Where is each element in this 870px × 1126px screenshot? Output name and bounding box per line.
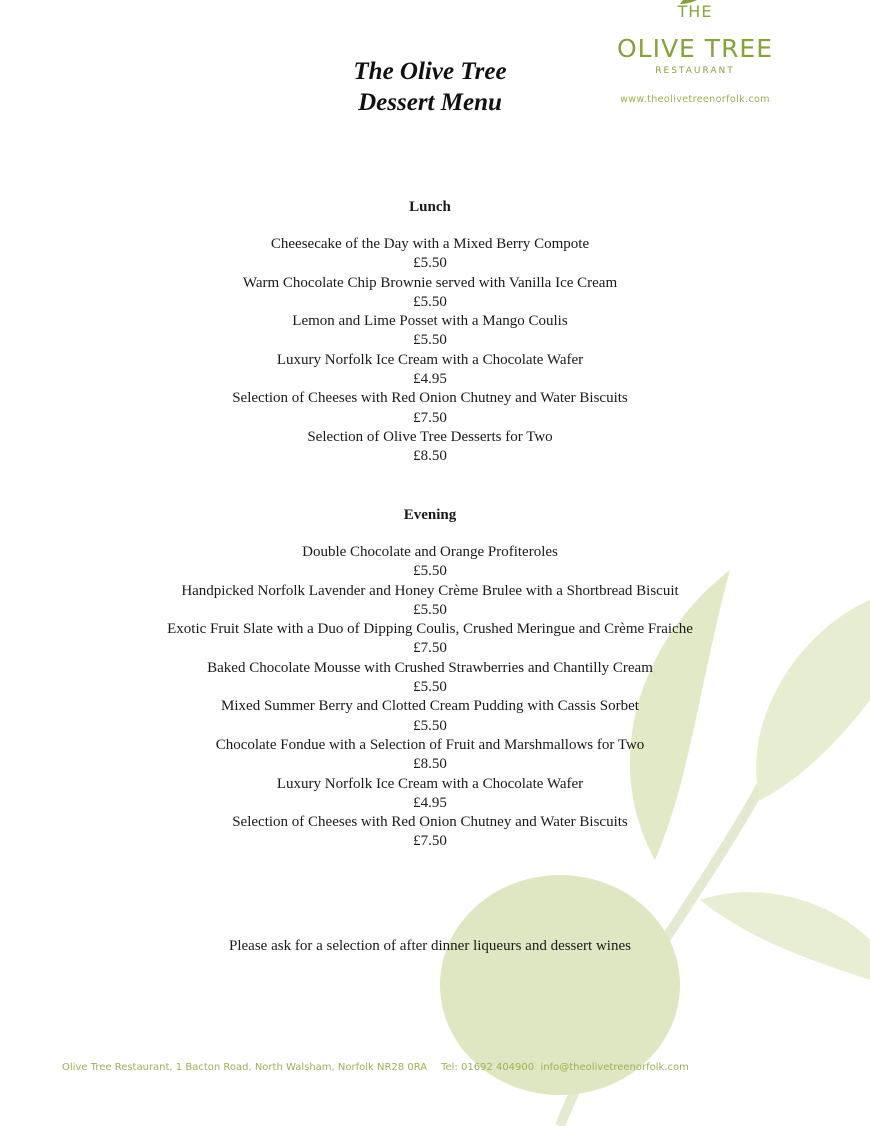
item-price: £5.50 — [413, 679, 447, 696]
item-price: £8.50 — [413, 756, 447, 773]
lunch-section — [0, 197, 860, 467]
menu-item — [0, 620, 860, 659]
footer-email: info@theolivetreenorfolk.com — [540, 1062, 689, 1073]
item-price: £4.95 — [413, 794, 447, 811]
menu-item — [0, 351, 860, 390]
item-price: £7.50 — [413, 833, 447, 850]
menu-item — [0, 582, 860, 621]
item-price: £7.50 — [413, 640, 447, 657]
footer-address: Olive Tree Restaurant, 1 Bacton Road, North Walsham, Norfolk NR28 0RA — [62, 1062, 428, 1073]
menu-item — [0, 775, 860, 814]
item-name: Luxury Norfolk Ice Cream with a Chocolate Wafer — [276, 351, 584, 368]
item-price: £5.50 — [413, 255, 447, 272]
evening-section — [0, 505, 860, 852]
logo-subtitle: RESTAURANT — [655, 66, 735, 76]
title-line-1: The Olive Tree — [353, 58, 507, 85]
item-name: Double Chocolate and Orange Profiteroles — [302, 544, 558, 560]
evening-heading: Evening — [403, 507, 457, 523]
item-price: £5.50 — [413, 717, 447, 734]
footer-contact — [62, 1062, 822, 1073]
item-price: £5.50 — [413, 601, 447, 618]
menu-item — [0, 428, 860, 467]
lunch-heading: Lunch — [409, 199, 451, 215]
menu-item — [0, 813, 860, 852]
logo-website: www.theolivetreenorfolk.com — [620, 94, 770, 105]
item-name: Handpicked Norfolk Lavender and Honey Crème Brulee with a Shortbread Biscuit — [181, 582, 679, 599]
title-line-2: Dessert Menu — [358, 89, 502, 116]
menu-item — [0, 235, 860, 274]
menu-item — [0, 736, 860, 775]
item-name: Selection of Cheeses with Red Onion Chutney and Water Biscuits — [232, 814, 628, 831]
item-name: Warm Chocolate Chip Brownie served with Vanilla Ice Cream — [242, 274, 618, 291]
logo-the: THE — [677, 2, 713, 21]
menu-title — [290, 56, 570, 118]
item-name: Luxury Norfolk Ice Cream with a Chocolate Wafer — [276, 775, 584, 792]
item-price: £5.50 — [413, 332, 447, 349]
item-price: £8.50 — [413, 448, 447, 465]
item-price: £5.50 — [413, 293, 447, 310]
item-name: Exotic Fruit Slate with a Duo of Dipping Coulis, Crushed Meringue and Crème Fraiche — [167, 621, 693, 638]
item-name: Cheesecake of the Day with a Mixed Berry Compote — [270, 236, 590, 252]
drinks-note: Please ask for a selection of after dinner liqueurs and dessert wines — [229, 938, 631, 954]
item-price: £4.95 — [413, 371, 447, 388]
menu-item — [0, 274, 860, 313]
item-name: Baked Chocolate Mousse with Crushed Strawberries and Chantilly Cream — [207, 659, 653, 676]
item-name: Lemon and Lime Posset with a Mango Coulis — [292, 313, 568, 330]
item-price: £5.50 — [413, 563, 447, 580]
item-name: Chocolate Fondue with a Selection of Fruit and Marshmallows for Two — [215, 736, 645, 753]
footer-phone: Tel: 01692 404900 — [441, 1062, 535, 1073]
menu-item — [0, 389, 860, 428]
menu-item — [0, 543, 860, 582]
item-name: Selection of Olive Tree Desserts for Two — [307, 428, 553, 445]
item-name: Mixed Summer Berry and Clotted Cream Pudding with Cassis Sorbet — [221, 698, 639, 715]
menu-item — [0, 697, 860, 736]
item-name: Selection of Cheeses with Red Onion Chutney and Water Biscuits — [232, 390, 628, 407]
menu-item — [0, 312, 860, 351]
item-price: £7.50 — [413, 409, 447, 426]
logo-name: OLIVE TREE — [616, 34, 774, 63]
menu-item — [0, 659, 860, 698]
